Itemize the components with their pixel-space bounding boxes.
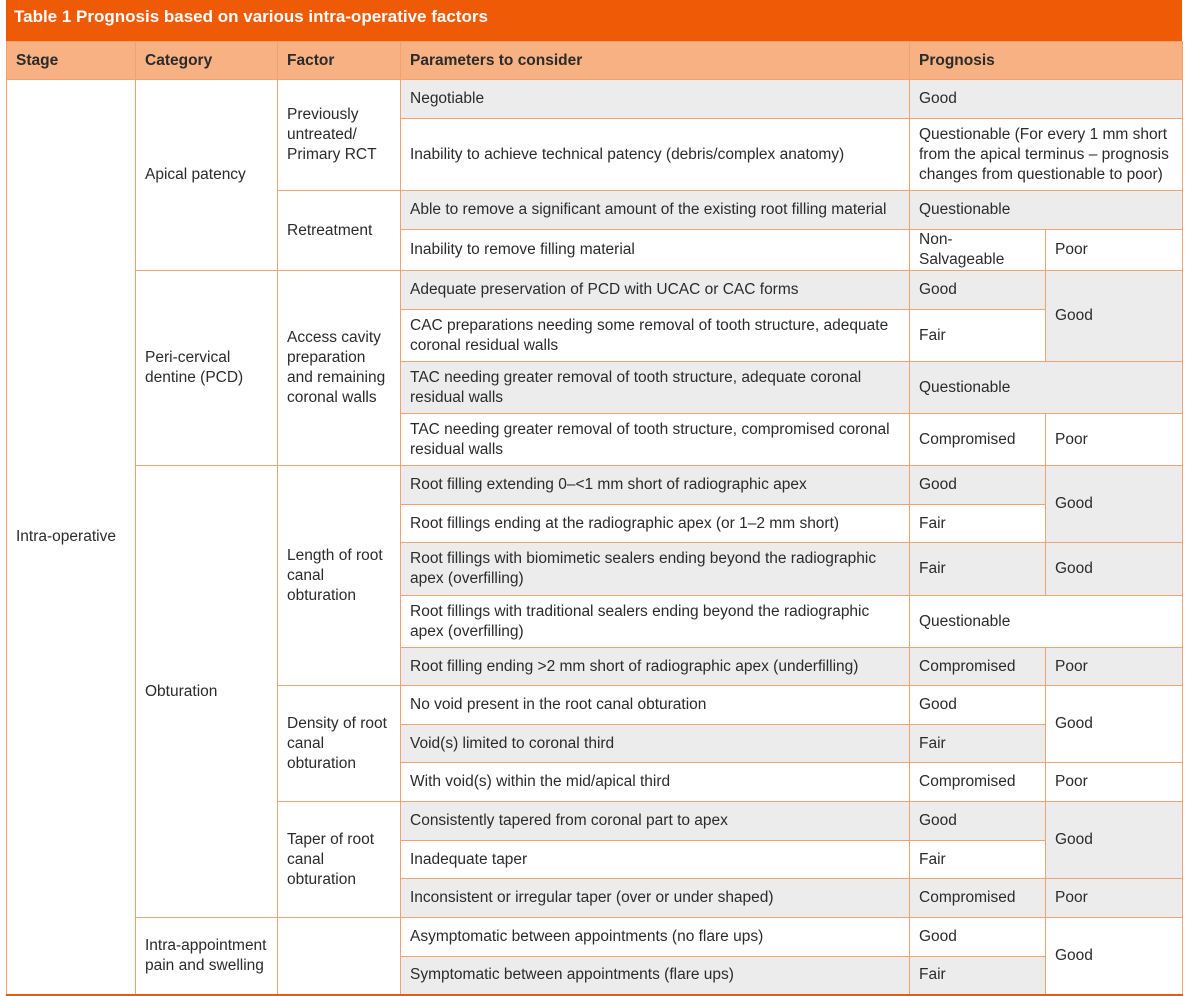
prognosis-cell: Fair [910, 725, 1046, 763]
header-row [7, 42, 1183, 80]
table-title: Table 1 Prognosis based on various intra-operative factors [6, 0, 1182, 41]
category-cell: Peri-cervical dentine (PCD) [136, 271, 278, 466]
prognosis-cell: Fair [910, 841, 1046, 879]
prognosis-cell: Fair [910, 505, 1046, 543]
parameter-cell: Consistently tapered from coronal part to apex [401, 802, 910, 841]
parameter-cell: CAC preparations needing some removal of tooth structure, adequate coronal residual walls [401, 310, 910, 362]
prognosis-cell: Fair [910, 310, 1046, 362]
prognosis-cell: Good [910, 80, 1183, 119]
parameter-cell: Inability to achieve technical patency (debris/complex anatomy) [401, 119, 910, 191]
parameter-cell: No void present in the root canal obturation [401, 686, 910, 725]
overall-prognosis-cell: Poor [1046, 230, 1183, 271]
table-row [7, 918, 1183, 957]
prognosis-cell: Fair [910, 543, 1046, 596]
prognosis-cell: Questionable [910, 596, 1183, 648]
parameter-cell: Root filling ending >2 mm short of radiographic apex (underfilling) [401, 648, 910, 686]
parameter-cell: With void(s) within the mid/apical third [401, 763, 910, 802]
header-stage: Stage [7, 42, 136, 80]
category-cell: Intra-appointment pain and swelling [136, 918, 278, 995]
overall-prognosis-cell: Good [1046, 918, 1183, 995]
prognosis-cell: Good [910, 466, 1046, 505]
factor-cell: Retreatment [278, 191, 401, 271]
header-category: Category [136, 42, 278, 80]
prognosis-table [6, 41, 1183, 996]
prognosis-cell: Compromised [910, 879, 1046, 918]
factor-cell: Density of root canal obturation [278, 686, 401, 802]
header-factor: Factor [278, 42, 401, 80]
prognosis-cell: Questionable [910, 362, 1183, 414]
prognosis-cell: Good [910, 271, 1046, 310]
prognosis-cell: Compromised [910, 763, 1046, 802]
parameter-cell: TAC needing greater removal of tooth structure, compromised coronal residual walls [401, 414, 910, 466]
parameter-cell: Negotiable [401, 80, 910, 119]
overall-prognosis-cell: Poor [1046, 879, 1183, 918]
prognosis-cell: Compromised [910, 648, 1046, 686]
parameter-cell: Void(s) limited to coronal third [401, 725, 910, 763]
stage-cell: Intra-operative [7, 80, 136, 995]
prognosis-cell: Good [910, 802, 1046, 841]
parameter-cell: Root fillings with biomimetic sealers ending beyond the radiographic apex (overfilling) [401, 543, 910, 596]
factor-cell: Length of root canal obturation [278, 466, 401, 686]
factor-cell: Access cavity preparation and remaining coronal walls [278, 271, 401, 466]
factor-cell: Previously untreated/ Primary RCT [278, 80, 401, 191]
prognosis-cell: Non-Salvageable [910, 230, 1046, 271]
table-row [7, 80, 1183, 119]
overall-prognosis-cell: Good [1046, 802, 1183, 879]
parameter-cell: Inconsistent or irregular taper (over or under shaped) [401, 879, 910, 918]
parameter-cell: Symptomatic between appointments (flare ups) [401, 957, 910, 995]
prognosis-cell: Good [910, 918, 1046, 957]
prognosis-cell: Questionable [910, 191, 1183, 230]
overall-prognosis-cell: Good [1046, 271, 1183, 362]
overall-prognosis-cell: Poor [1046, 763, 1183, 802]
header-parameters: Parameters to consider [401, 42, 910, 80]
overall-prognosis-cell: Poor [1046, 648, 1183, 686]
parameter-cell: Inability to remove filling material [401, 230, 910, 271]
parameter-cell: Root fillings with traditional sealers ending beyond the radiographic apex (overfilling) [401, 596, 910, 648]
factor-cell [278, 918, 401, 995]
category-cell: Apical patency [136, 80, 278, 271]
category-cell: Obturation [136, 466, 278, 918]
overall-prognosis-cell: Good [1046, 686, 1183, 763]
header-prognosis: Prognosis [910, 42, 1183, 80]
overall-prognosis-cell: Good [1046, 543, 1183, 596]
prognosis-cell: Questionable (For every 1 mm short from the apical terminus – prognosis changes from questionable to poor) [910, 119, 1183, 191]
parameter-cell: Inadequate taper [401, 841, 910, 879]
overall-prognosis-cell: Poor [1046, 414, 1183, 466]
table-figure [6, 0, 1182, 996]
table-row [7, 466, 1183, 505]
parameter-cell: Root fillings ending at the radiographic apex (or 1–2 mm short) [401, 505, 910, 543]
table-row [7, 271, 1183, 310]
overall-prognosis-cell: Good [1046, 466, 1183, 543]
parameter-cell: Adequate preservation of PCD with UCAC or CAC forms [401, 271, 910, 310]
parameter-cell: Root filling extending 0–<1 mm short of radiographic apex [401, 466, 910, 505]
parameter-cell: Able to remove a significant amount of the existing root filling material [401, 191, 910, 230]
parameter-cell: Asymptomatic between appointments (no flare ups) [401, 918, 910, 957]
prognosis-cell: Compromised [910, 414, 1046, 466]
parameter-cell: TAC needing greater removal of tooth structure, adequate coronal residual walls [401, 362, 910, 414]
factor-cell: Taper of root canal obturation [278, 802, 401, 918]
prognosis-cell: Fair [910, 957, 1046, 995]
prognosis-cell: Good [910, 686, 1046, 725]
